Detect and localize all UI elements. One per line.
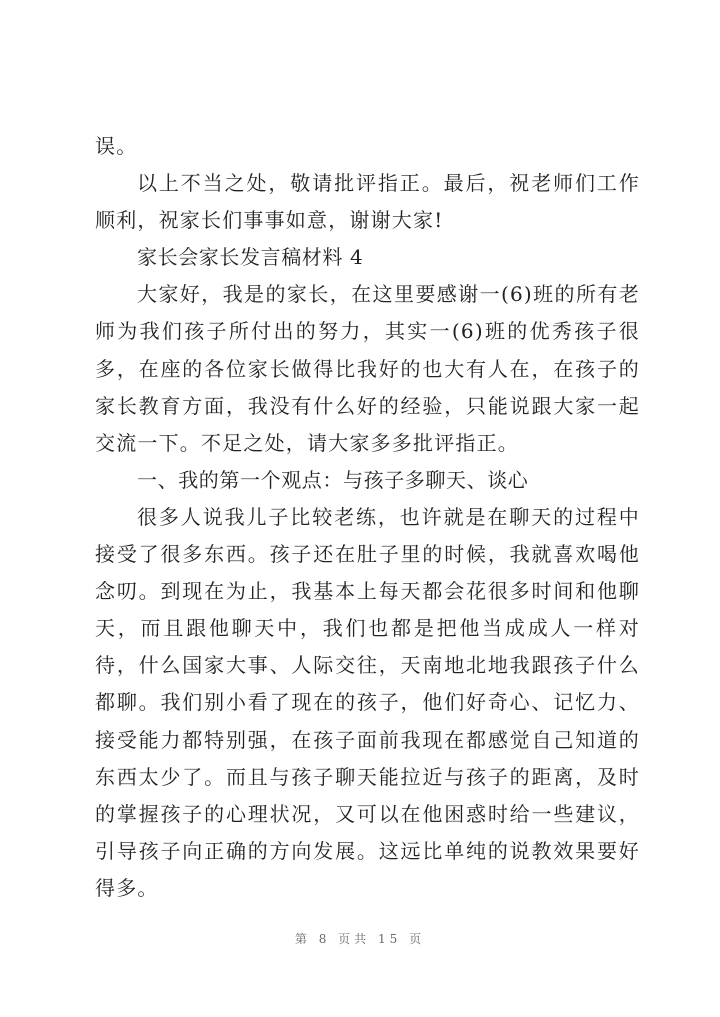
page-number-footer: 第 8 页共 15 页: [294, 932, 426, 946]
point-one-heading: 一、我的第一个观点：与孩子多聊天、谈心: [137, 467, 529, 492]
paragraph-point-one-body: 很多人说我儿子比较老练，也许就是在聊天的过程中接受了很多东西。孩子还在肚子里的时候，我就喜欢喝他念叨。到现在为止，我基本上每天都会花很多时间和他聊天，而且跟他聊天中，我们也都是把他当成成人一样对待，什么国家大事、人际交往，天南地北地我跟孩子什么都聊。我们别小看了现在的孩子，他们好奇心、记忆力、接受能力都特别强，在孩子面前我现在都感觉自己知道的东西太少了。而且与孩子聊天能拉近与孩子的距离，及时的掌握孩子的心理状况，又可以在他困惑时给一些建议，引导孩子向正确的方向发展。这远比单纯的说教效果要好得多。: [95, 504, 640, 900]
section-title: 家长会家长发言稿材料 4: [137, 245, 364, 270]
paragraph-continuation: 误。: [95, 134, 138, 158]
document-body: [95, 128, 640, 907]
paragraph-introduction: 大家好，我是的家长，在这里要感谢一(6)班的所有老师为我们孩子所付出的努力，其实一(6)班的优秀孩子很多，在座的各位家长做得比我好的也大有人在，在孩子的家长教育方面，我没有什么好的经验，只能说跟大家一起交流一下。不足之处，请大家多多批评指正。: [95, 282, 640, 455]
paragraph-closing-remarks: 以上不当之处，敬请批评指正。最后，祝老师们工作顺利，祝家长们事事如意，谢谢大家!: [95, 171, 640, 233]
